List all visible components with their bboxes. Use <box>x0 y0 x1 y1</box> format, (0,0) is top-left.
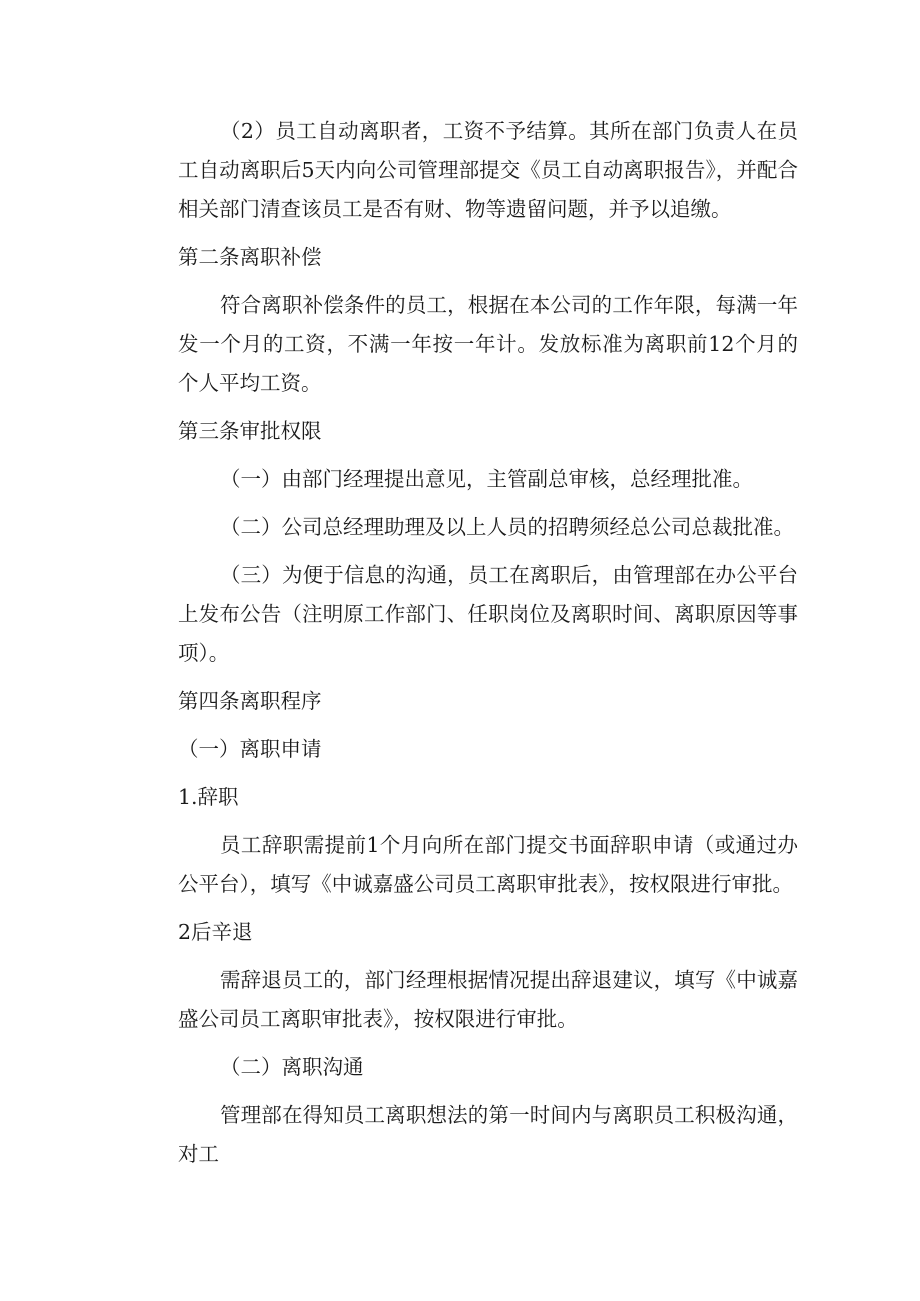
paragraph-approval-1: （一）由部门经理提出意见，主管副总审核，总经理批准。 <box>220 467 753 491</box>
subheading-application: （一）离职申请 <box>178 737 322 761</box>
paragraph-communication: 管理部在得知员工离职想法的第一时间内与离职员工积极沟通，对工 <box>178 1103 798 1166</box>
paragraph-compensation: 符合离职补偿条件的员工，根据在本公司的工作年限，每满一年发一个月的工资，不满一年按一年计。发放标准为离职前12个月的个人平均工资。 <box>178 293 798 395</box>
subheading-resignation: 1.辞职 <box>178 785 239 809</box>
subheading-dismissal: 2后辛退 <box>178 920 253 944</box>
heading-article-3: 第三条审批权限 <box>178 419 322 443</box>
paragraph-approval-3: （三）为便于信息的沟通，员工在离职后，由管理部在办公平台上发布公告（注明原工作部门、任职岗位及离职时间、离职原因等事项）。 <box>178 563 798 665</box>
paragraph-approval-2: （二）公司总经理助理及以上人员的招聘须经总公司总裁批准。 <box>220 515 794 539</box>
paragraph-resignation: 员工辞职需提前1个月向所在部门提交书面辞职申请（或通过办公平台），填写《中诚嘉盛公司员工离职审批表》，按权限进行审批。 <box>178 833 798 896</box>
subheading-communication: （二）离职沟通 <box>220 1055 364 1079</box>
heading-article-4: 第四条离职程序 <box>178 689 322 713</box>
paragraph-auto-resignation: （2）员工自动离职者，工资不予结算。其所在部门负责人在员工自动离职后5天内向公司管理部提交《员工自动离职报告》，并配合相关部门清查该员工是否有财、物等遗留问题，并予以追缴。 <box>178 119 798 221</box>
heading-article-2: 第二条离职补偿 <box>178 245 322 269</box>
document-body <box>178 112 798 1183</box>
paragraph-dismissal: 需辞退员工的，部门经理根据情况提出辞退建议，填写《中诚嘉盛公司员工离职审批表》，按权限进行审批。 <box>178 968 798 1031</box>
